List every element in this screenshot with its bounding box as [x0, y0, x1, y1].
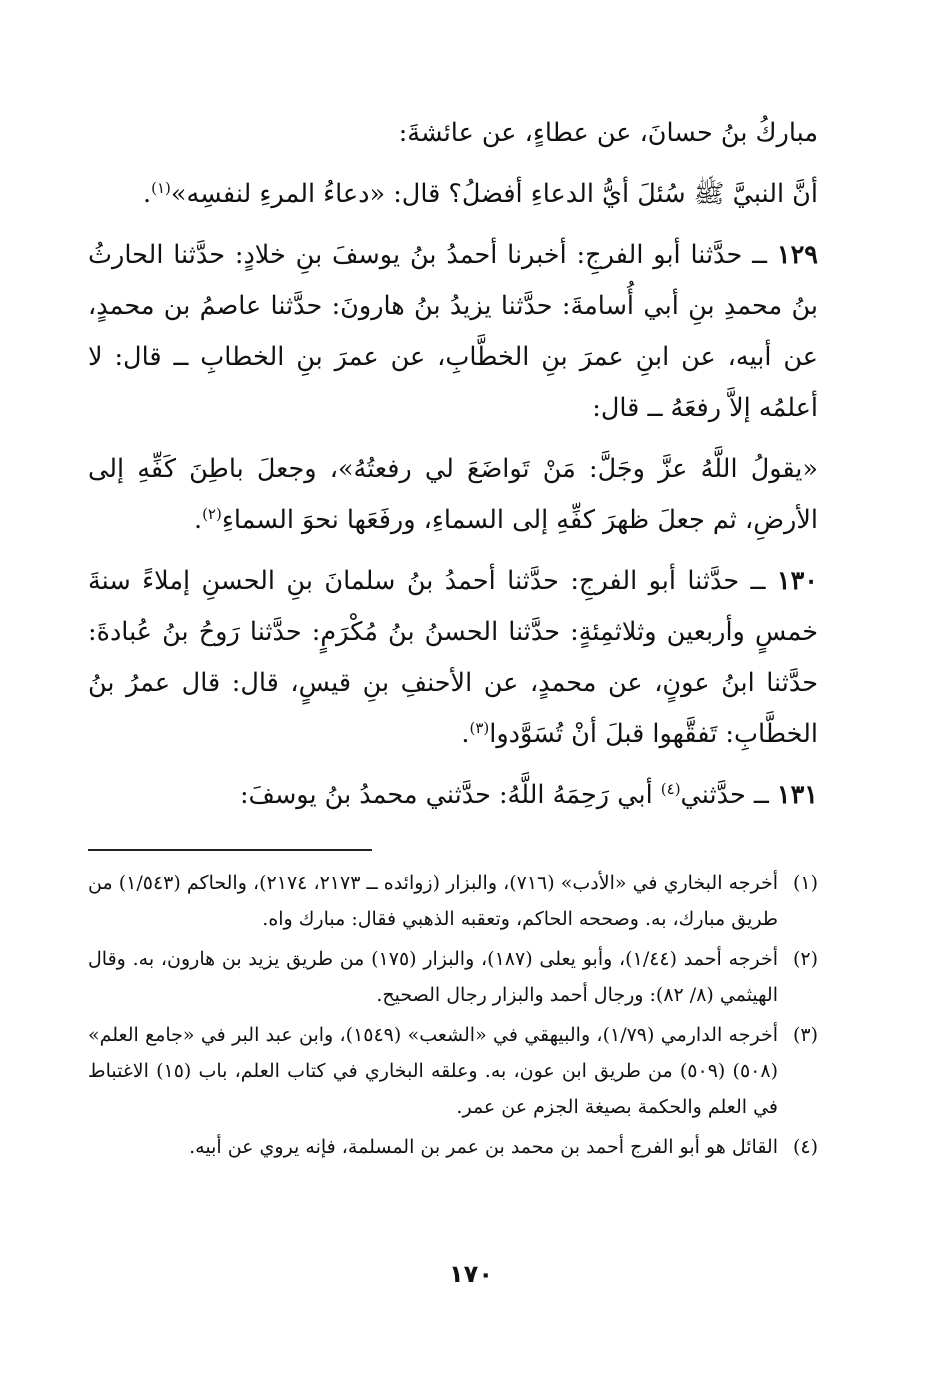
paragraph-131	[88, 770, 818, 821]
paragraph-hadith	[88, 169, 818, 220]
hadith-number: ١٣١	[776, 780, 818, 810]
paragraph-quote	[88, 444, 818, 546]
hadith-number: ١٣٠	[776, 566, 818, 596]
footnote-text: أخرجه الدارمي (١/٧٩)، والبيهقي في «الشعب» (١٥٤٩)، وابن عبد البر في «جامع العلم» (٥٠٨) (٥٠٩) من طريق ابن عون، به. وعلقه البخاري في كتاب العلم، باب (١٥) الاغتباط في العلم والحكمة بصيغة الجزم عن عمر.	[88, 1024, 778, 1118]
punctuation: .	[143, 179, 152, 209]
hadith-text: «يقولُ اللَّهُ عزَّ وجَلَّ: مَنْ تَواضَعَ لي رفعتُهُ»، وجعلَ باطِنَ كَفِّهِ إلى الأرضِ، ثم جعلَ ظهرَ كفِّهِ إلى السماءِ، ورفَعَها نحوَ السماءِ	[88, 454, 818, 535]
footnote-number: (٤)	[792, 1136, 818, 1158]
punctuation: .	[193, 505, 203, 535]
footnote-text: أخرجه أحمد (١/٤٤)، وأبو يعلى (١٨٧)، والبزار (١٧٥) من طريق يزيد بن هارون، به. وقال الهيثمي (٨/ ٨٢): ورجال أحمد والبزار رجال الصحيح.	[88, 948, 779, 1006]
hadith-text: ــ حدَّثنا أبو الفرجِ: أخبرنا أحمدُ بنُ يوسفَ بنِ خلادٍ: حدَّثنا الحارثُ بنُ محمدِ بنِ أبي أُسامةَ: حدَّثنا يزيدُ بنُ هارونَ: حدَّثنا عاصمُ بن محمدٍ، عن أبيه، عن ابنِ عمرَ بنِ الخطَّابِ، عن عمرَ بنِ الخطابِ ــ قال: لا أعلمُه إلاَّ رفعَهُ ــ قال:	[88, 240, 818, 423]
hadith-text: أبي رَحِمَهُ اللَّهُ: حدَّثني محمدُ بنُ يوسفَ:	[239, 780, 661, 810]
paragraph-130	[88, 556, 818, 760]
footnote	[88, 1017, 818, 1125]
footnote	[88, 941, 818, 1013]
footnote-number: (١)	[792, 872, 818, 894]
footnote-ref: (٢)	[202, 505, 222, 523]
footnote-text: أخرجه البخاري في «الأدب» (٧١٦)، والبزار (زوائده ــ ٢١٧٣، ٢١٧٤)، والحاكم (١/٥٤٣) من طريق مبارك، به. وصححه الحاكم، وتعقبه الذهبي فقال: مبارك واه.	[88, 872, 779, 930]
footnote-separator-wrap	[88, 821, 818, 865]
footnote-ref: (٣)	[469, 719, 490, 737]
punctuation: .	[461, 719, 470, 749]
page-number: ١٧٠	[449, 1260, 493, 1288]
main-text	[88, 108, 818, 821]
hadith-text: ــ حدَّثنا أبو الفرجِ: حدَّثنا أحمدُ بنُ سلمانَ بنِ الحسنِ إملاءً سنةَ خمسٍ وأربعين وثلاثمِئةٍ: حدَّثنا الحسنُ بنُ مُكْرَمٍ: حدَّثنا رَوحُ بنُ عُبادةَ: حدَّثنا ابنُ عونٍ، عن محمدٍ، عن الأحنفِ بنِ قيسٍ، قال: قال عمرُ بنُ الخطَّابِ: تَفقَّهوا قبلَ أنْ تُسَوَّدوا	[88, 566, 818, 749]
footnote	[88, 1129, 818, 1165]
footnote	[88, 865, 818, 937]
hadith-text: ــ حدَّثني	[680, 780, 777, 810]
paragraph-129	[88, 230, 818, 434]
footnote-ref: (٤)	[660, 780, 681, 798]
hadith-text: أنَّ النبيَّ ﷺ سُئلَ أيُّ الدعاءِ أفضلُ؟ قال: «دعاءُ المرءِ لنفسِه»	[170, 179, 818, 209]
footnote-text: القائل هو أبو الفرج أحمد بن محمد بن عمر بن المسلمة، فإنه يروي عن أبيه.	[189, 1136, 778, 1158]
footnote-number: (٢)	[792, 948, 818, 970]
paragraph-chain	[88, 108, 818, 159]
footnote-separator	[88, 849, 372, 851]
hadith-number: ١٢٩	[776, 240, 818, 270]
footnotes	[88, 865, 818, 1165]
footnote-ref: (١)	[151, 179, 171, 197]
footnote-number: (٣)	[792, 1024, 818, 1046]
chain-text: مباركُ بنُ حسانَ، عن عطاءٍ، عن عائشةَ:	[398, 118, 818, 148]
